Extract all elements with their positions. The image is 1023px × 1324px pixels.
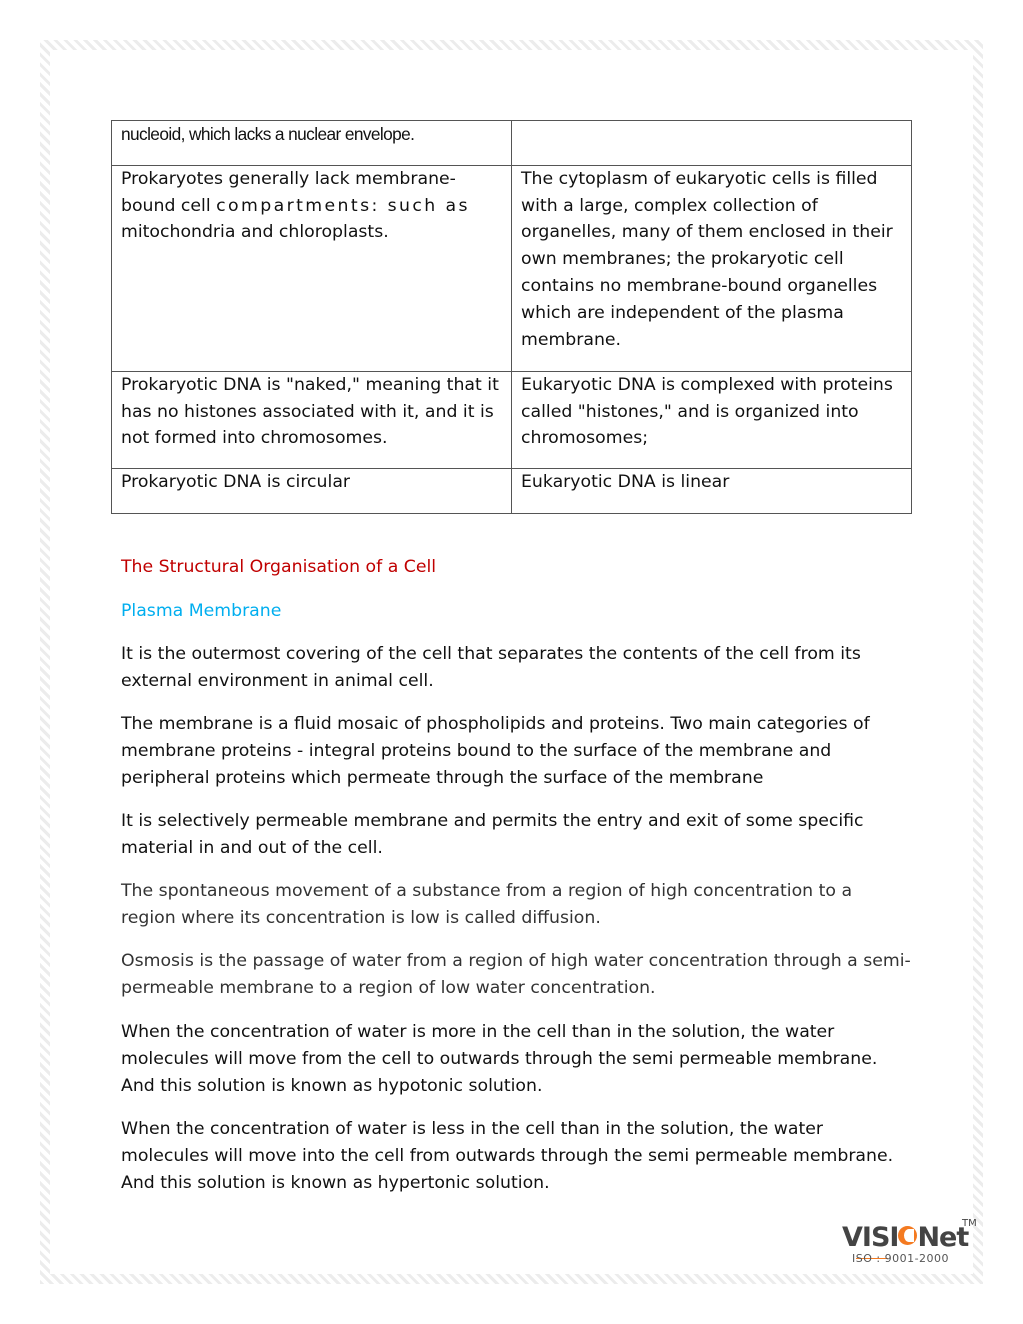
logo-text: VISI — [842, 1222, 899, 1253]
table-row — [112, 371, 912, 468]
logo-text: Net — [917, 1222, 969, 1253]
paragraph: The membrane is a fluid mosaic of phospholipids and proteins. Two main categories of membrane proteins - integral proteins bound to the surface of the membrane and peripheral proteins which permeate through the surface of the membrane — [121, 714, 870, 788]
table-cell-eukaryote — [512, 121, 912, 166]
table-row — [112, 121, 912, 166]
paragraph: When the concentration of water is less in the cell than in the solution, the water molecules will move into the cell from outwards through the semi permeable membrane. And this solution is known as hypertonic solution. — [121, 1119, 894, 1193]
table-row — [112, 165, 912, 371]
table-cell-prokaryote — [112, 121, 512, 166]
section-subheading: Plasma Membrane — [121, 601, 282, 621]
logo-wordmark — [842, 1222, 968, 1253]
trademark-mark: TM — [962, 1218, 977, 1229]
section-heading: The Structural Organisation of a Cell — [121, 557, 437, 577]
eye-icon — [898, 1226, 917, 1245]
cell-text: nucleoid, which lacks a nuclear envelope. — [121, 124, 415, 144]
table-row — [112, 469, 912, 514]
paragraph: It is the outermost covering of the cell that separates the contents of the cell from its external environment in animal cell. — [121, 644, 861, 691]
comparison-table — [111, 120, 912, 514]
table-cell-prokaryote: Prokaryotic DNA is circular — [112, 469, 512, 514]
table-cell-prokaryote — [112, 165, 512, 371]
paragraph: It is selectively permeable membrane and permits the entry and exit of some specific material in and out of the cell. — [121, 811, 864, 858]
cell-text: mitochondria and chloroplasts. — [121, 222, 389, 243]
visionet-logo — [842, 1218, 982, 1268]
paragraph: The spontaneous movement of a substance from a region of high concentration to a region where its concentration is low is called diffusion. — [121, 881, 853, 928]
table-cell-prokaryote: Prokaryotic DNA is "naked," meaning that it has no histones associated with it, and it is not formed into chromosomes. — [112, 371, 512, 468]
logo-subtitle: ISO : 9001-2000 — [852, 1252, 950, 1265]
paragraph: When the concentration of water is more in the cell than in the solution, the water molecules will move from the cell to outwards through the semi permeable membrane. And this solution is known as hypotonic solution. — [121, 1022, 878, 1096]
cell-text: Prokaryotes generally lack membrane-bound cell — [121, 168, 456, 216]
table-cell-eukaryote: The cytoplasm of eukaryotic cells is filled with a large, complex collection of organelles, many of them enclosed in their own membranes; the prokaryotic cell contains no membrane-bound organelles which are independent of the plasma membrane. — [512, 165, 912, 371]
paragraph: Osmosis is the passage of water from a region of high water concentration through a semi-permeable membrane to a region of low water concentration. — [121, 951, 911, 998]
table-cell-eukaryote: Eukaryotic DNA is complexed with proteins called "histones," and is organized into chromosomes; — [512, 371, 912, 468]
table-cell-eukaryote: Eukaryotic DNA is linear — [512, 469, 912, 514]
cell-text-spaced: compartments: such as — [216, 195, 470, 216]
